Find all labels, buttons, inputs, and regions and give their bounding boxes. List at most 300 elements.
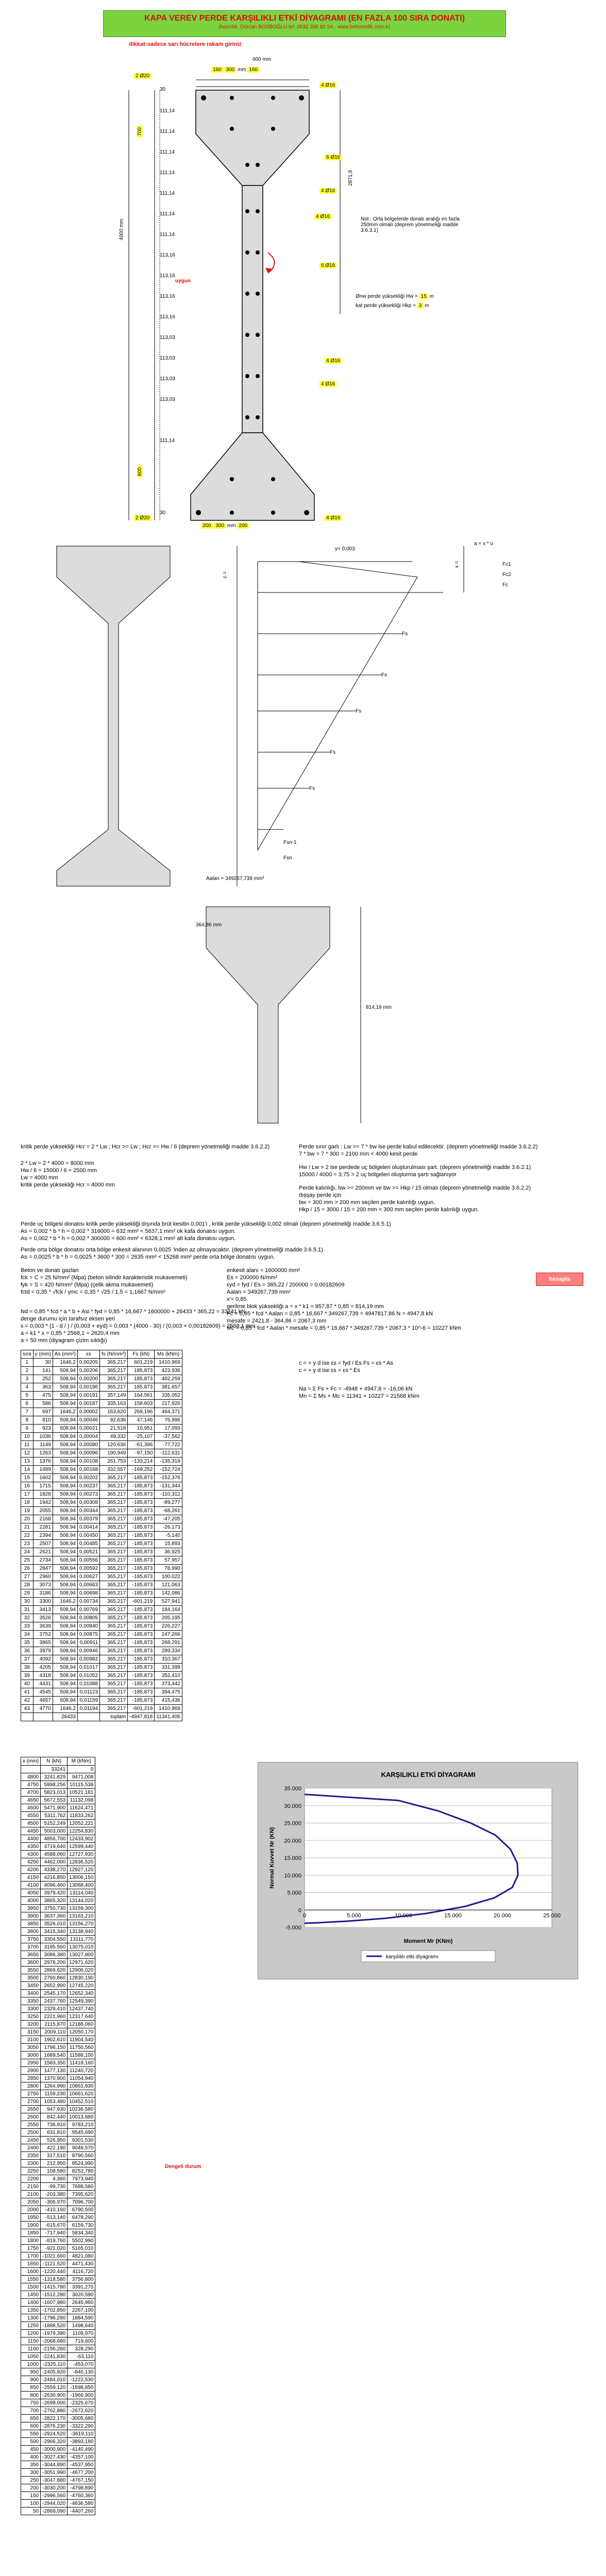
nm-cell: 4300 xyxy=(21,1851,41,1858)
nm-cell: 450 xyxy=(21,2446,41,2453)
force-cell: -112,631 xyxy=(155,1449,182,1458)
force-cell: 508,94 xyxy=(53,1474,77,1482)
nm-cell: 2850 xyxy=(21,2075,41,2082)
legend-label: karşılıklı etki diyagramı xyxy=(386,1954,439,1960)
force-cell: 365,217 xyxy=(100,1540,128,1548)
bottom-dim-b[interactable]: 300 xyxy=(214,523,226,529)
force-cell: 365,217 xyxy=(100,1589,128,1598)
force-cell: 6 xyxy=(21,1400,33,1408)
nm-cell: 1300 xyxy=(21,2314,41,2322)
nm-cell: 719,600 xyxy=(68,2337,95,2345)
nm-cell: 1477,130 xyxy=(41,2067,68,2075)
nm-cell: 1150 xyxy=(21,2337,41,2345)
force-cell: 0,00734 xyxy=(77,1598,99,1606)
force-cell: 0,00096 xyxy=(77,1449,99,1458)
table-row xyxy=(21,1639,182,1647)
compression-block xyxy=(196,902,402,1133)
nm-cell: -453,070 xyxy=(68,2361,95,2368)
nm-cell: -63,110 xyxy=(68,2353,95,2361)
nm-cell: 4650 xyxy=(21,1797,41,1804)
force-cell: -25,107 xyxy=(128,1433,155,1441)
nm-cell: 3850 xyxy=(21,1920,41,1928)
table-row xyxy=(21,1606,182,1614)
nm-cell: 400 xyxy=(21,2453,41,2461)
table-row xyxy=(21,1967,95,1974)
nm-cell: 11240,720 xyxy=(68,2067,95,2075)
nm-cell: 5152,249 xyxy=(41,1820,68,1827)
table-row xyxy=(21,2113,95,2121)
force-cell: 217,920 xyxy=(155,1400,182,1408)
force-cell: 19 xyxy=(21,1507,33,1515)
dim-top2-a[interactable]: 160 xyxy=(211,67,223,73)
hesapla-button[interactable]: hesapla xyxy=(536,1273,583,1286)
table-row xyxy=(21,1851,95,1858)
nm-cell: 4350 xyxy=(21,1843,41,1851)
nm-cell: 4500 xyxy=(21,1820,41,1827)
nm-cell: 1100 xyxy=(21,2345,41,2353)
table-row xyxy=(21,1532,182,1540)
force-cell: 508,94 xyxy=(53,1523,77,1532)
force-cell: 508,94 xyxy=(53,1392,77,1400)
nm-cell: 2800 xyxy=(21,2082,41,2090)
bar-label-4[interactable]: 4 Ø16 xyxy=(314,214,331,219)
force-cell: 365,217 xyxy=(100,1614,128,1622)
nm-cell: 1700 xyxy=(21,2252,41,2260)
force-cell: 2 xyxy=(21,1367,33,1375)
force-cell: 2847 xyxy=(33,1565,53,1573)
y-tick-label: 35.000 xyxy=(284,1786,301,1792)
shape2-left-dim: 364,86 mm xyxy=(196,922,222,928)
force-cell: -185,873 xyxy=(128,1499,155,1507)
force-cell: 9 xyxy=(21,1425,33,1433)
force-cell: 1646,2 xyxy=(53,1359,77,1367)
y-tick-label: 0 xyxy=(298,1907,301,1914)
nm-cell: 2652,900 xyxy=(41,1982,68,1990)
nm-cell: 3800 xyxy=(21,1928,41,1936)
bar-label-7[interactable]: 4 Ø16 xyxy=(319,381,336,387)
nm-cell: -2762,880 xyxy=(41,2407,68,2415)
nm-cell: 600 xyxy=(21,2422,41,2430)
nm-cell: -4357,100 xyxy=(68,2453,95,2461)
nm-cell: -1121,520 xyxy=(41,2260,68,2268)
force-cell: 365,217 xyxy=(100,1598,128,1606)
kat-input[interactable]: 3 xyxy=(417,303,424,309)
nm-cell: 5998,256 xyxy=(41,1781,68,1789)
left-height-1[interactable]: 700 xyxy=(137,126,143,138)
table-row xyxy=(21,1905,95,1912)
left-height-2[interactable]: 600 xyxy=(137,466,143,478)
table-row xyxy=(21,1416,182,1425)
nm-cell: 3600 xyxy=(21,1959,41,1967)
nm-cell: -3005,680 xyxy=(68,2415,95,2422)
nm-cell: 4800 xyxy=(21,1773,41,1781)
force-cell: 121,063 xyxy=(155,1581,182,1589)
nm-cell: -3030,200 xyxy=(41,2484,68,2492)
force-cell: 0,00911 xyxy=(77,1639,99,1647)
bottom-dim-c[interactable]: 200 xyxy=(237,523,249,529)
spacing-16: 111,14 xyxy=(160,438,175,444)
nm-cell: 900 xyxy=(21,2376,41,2384)
x-tick-label: 25.000 xyxy=(543,1912,561,1919)
nm-cell: 2978,200 xyxy=(41,1959,68,1967)
nm-cell: 317,510 xyxy=(41,2152,68,2160)
force-cell: 508,94 xyxy=(53,1589,77,1598)
nm-cell: 4700 xyxy=(21,1789,41,1797)
force-label-fc2: Fc2 xyxy=(502,572,511,578)
nm-cell: 150 xyxy=(21,2492,41,2500)
force-cell: 365,217 xyxy=(100,1490,128,1499)
nm-cell: 5834,340 xyxy=(68,2229,95,2237)
nm-cell: 950 xyxy=(21,2368,41,2376)
force-cell: 39 xyxy=(21,1672,33,1680)
table-row xyxy=(21,1375,182,1383)
force-cell: 1715 xyxy=(33,1482,53,1490)
nm-cell: -615,670 xyxy=(41,2222,68,2229)
force-cell: 3300 xyxy=(33,1598,53,1606)
nm-cell: 3637,360 xyxy=(41,1912,68,1920)
table-row xyxy=(21,2283,95,2291)
nm-cell: 10013,880 xyxy=(68,2113,95,2121)
nm-cell: 4719,640 xyxy=(41,1843,68,1851)
nm-cell: 12745,220 xyxy=(68,1982,95,1990)
force-cell: 21 xyxy=(21,1523,33,1532)
bar-label-2[interactable]: 6 Ø16 xyxy=(325,155,342,160)
force-cell: 1376 xyxy=(33,1458,53,1466)
nm-cell: 2250 xyxy=(21,2167,41,2175)
dim-top-unit: mm xyxy=(262,57,272,62)
table-row xyxy=(21,2399,95,2407)
force-cell: 365,217 xyxy=(100,1515,128,1523)
nm-cell: -99,730 xyxy=(41,2183,68,2191)
table-row xyxy=(21,1589,182,1598)
nm-cell: 4116,720 xyxy=(68,2268,95,2276)
nm-cell: 550 xyxy=(21,2430,41,2438)
dim-top2-c[interactable]: 160 xyxy=(247,67,259,73)
force-total-cell: 26433 xyxy=(53,1713,77,1721)
bar-label-5[interactable]: 6 Ø16 xyxy=(319,263,336,268)
calc-line-7: Hw / Lw > 2 ise perdede uç bölgeleri oluşturulması şart. (deprem yönetmeliği madde 3.6.2.1) xyxy=(299,1164,531,1171)
table-row xyxy=(21,2337,95,2345)
table-row xyxy=(21,2167,95,2175)
spacing-10: 113,16 xyxy=(160,294,175,299)
nm-cell: 736,910 xyxy=(41,2121,68,2129)
bar-label-top-left[interactable]: 2 Ø20 xyxy=(134,73,151,79)
force-cell: 4431 xyxy=(33,1680,53,1688)
nm-cell: 1400 xyxy=(21,2299,41,2307)
nm-cell: 12599,440 xyxy=(68,1843,95,1851)
dim-top2-b[interactable]: 300 xyxy=(224,67,236,73)
force-cell: 402,259 xyxy=(155,1375,182,1383)
nm-cell: -819,760 xyxy=(41,2237,68,2245)
hw-input[interactable]: 15 xyxy=(419,294,428,299)
force-cell: 17,093 xyxy=(155,1425,182,1433)
force-cell: 0,00205 xyxy=(77,1359,99,1367)
force-cell: 32 xyxy=(21,1614,33,1622)
force-cell: 365,217 xyxy=(100,1367,128,1375)
force-cell: -37,562 xyxy=(155,1433,182,1441)
nm-cell: 11750,560 xyxy=(68,2044,95,2052)
nm-cell: 13027,800 xyxy=(68,1951,95,1959)
nm-cell: 3550 xyxy=(21,1967,41,1974)
force-cell: 335,163 xyxy=(100,1400,128,1408)
force-cell: 21,518 xyxy=(100,1425,128,1433)
nm-cell: 3150 xyxy=(21,2028,41,2036)
force-cell: 0,00521 xyxy=(77,1548,99,1556)
nm-cell: 3020,590 xyxy=(68,2291,95,2299)
force-cell: 2734 xyxy=(33,1556,53,1565)
force-cell: 42 xyxy=(21,1697,33,1705)
table-row xyxy=(21,1697,182,1705)
nm-cell: 3650 xyxy=(21,1951,41,1959)
force-cell: 586 xyxy=(33,1400,53,1408)
nm-cell: 11132,098 xyxy=(68,1797,95,1804)
nm-cell: 1600 xyxy=(21,2268,41,2276)
bar-label-1[interactable]: 4 Ø16 xyxy=(319,82,336,88)
nm-cell: 5165,010 xyxy=(68,2245,95,2252)
table-row xyxy=(21,2477,95,2484)
table-row xyxy=(21,2314,95,2322)
nm-cell: 6159,730 xyxy=(68,2222,95,2229)
force-cell: -185,873 xyxy=(128,1556,155,1565)
force-cell: 76,996 xyxy=(155,1416,182,1425)
force-cell: -185,873 xyxy=(128,1474,155,1482)
force-cell: 0,00556 xyxy=(77,1556,99,1565)
force-table-wrap xyxy=(21,1350,182,1721)
force-total-cell: toplam xyxy=(100,1713,128,1721)
nm-cell: 4050 xyxy=(21,1889,41,1897)
force-cell: 0,00627 xyxy=(77,1573,99,1581)
formula-7: mesafe = 2421,8 - 364,86 = 2067,3 mm xyxy=(227,1318,327,1324)
calc-line-25: a = k1 * x = 0,85 * 2568,1 = 2620,4 mm xyxy=(21,1330,120,1336)
calc-line-2: Hw / 6 = 15000 / 6 = 2500 mm xyxy=(21,1167,97,1174)
force-cell: 508,94 xyxy=(53,1482,77,1490)
force-cell: 5 xyxy=(21,1392,33,1400)
force-cell: 8 xyxy=(21,1416,33,1425)
nm-cell: 9783,210 xyxy=(68,2121,95,2129)
nm-cell: 4200 xyxy=(21,1866,41,1874)
nm-cell: -306,970 xyxy=(41,2198,68,2206)
force-cell: 365,217 xyxy=(100,1705,128,1713)
nm-cell: 12317,640 xyxy=(68,2013,95,2021)
y-tick-label: 30.000 xyxy=(284,1803,301,1809)
force-cell: 3752 xyxy=(33,1631,53,1639)
force-cell: 269,196 xyxy=(128,1408,155,1416)
force-cell: 365,217 xyxy=(100,1375,128,1383)
force-cell: 508,94 xyxy=(53,1614,77,1622)
spacing-15: 113,03 xyxy=(160,397,175,402)
nm-cell: 3756,800 xyxy=(68,2276,95,2283)
force-cell: 365,217 xyxy=(100,1647,128,1655)
bottom-right-bar[interactable]: 4 Ø16 xyxy=(325,515,342,521)
nm-cell: 1370,900 xyxy=(41,2075,68,2082)
force-label-fs-2: Fs xyxy=(381,672,388,678)
nm-cell: 5502,990 xyxy=(68,2237,95,2245)
table-row xyxy=(21,1474,182,1482)
hw-row: Ønw perde yüksekliği Hw = 15 m xyxy=(356,294,434,299)
table-row xyxy=(21,2237,95,2245)
table-row xyxy=(21,1672,182,1680)
kat-row: kat perde yüksekliği Hkp = 3 m xyxy=(356,303,429,309)
force-cell: 508,94 xyxy=(53,1639,77,1647)
force-total-cell xyxy=(33,1713,53,1721)
equil-2: Na = Σ Fs + Fc = -4948 + 4947,8 = -16,06 kN xyxy=(299,1386,413,1392)
nm-cell: 3950 xyxy=(21,1905,41,1912)
nm-cell: 4856,700 xyxy=(41,1835,68,1843)
table-row xyxy=(21,2229,95,2237)
force-cell: 365,217 xyxy=(100,1639,128,1647)
bottom-left-bar[interactable]: 2 Ø20 xyxy=(134,515,151,521)
nm-cell: 4821,080 xyxy=(68,2252,95,2260)
nm-cell: 5311,762 xyxy=(41,1812,68,1820)
force-cell: 4318 xyxy=(33,1672,53,1680)
force-cell: 508,94 xyxy=(53,1367,77,1375)
force-cell: 31 xyxy=(21,1606,33,1614)
table-row xyxy=(21,2106,95,2113)
table-row xyxy=(21,2430,95,2438)
height-label: 4000 mm xyxy=(119,218,125,241)
equil-0: c = + y d ise εs = fyd / Es Fs = εs * As xyxy=(299,1360,393,1366)
nm-cell: 350 xyxy=(21,2461,41,2469)
force-cell: 185,873 xyxy=(128,1375,155,1383)
equilibrium-block xyxy=(299,1360,587,1412)
nm-cell: 328,290 xyxy=(68,2345,95,2353)
force-cell: 3865 xyxy=(33,1639,53,1647)
nm-cell: -1702,850 xyxy=(41,2307,68,2314)
force-cell: 205,195 xyxy=(155,1614,182,1622)
force-cell: 423,936 xyxy=(155,1367,182,1375)
nm-cell: 13163,210 xyxy=(68,1912,95,1920)
calc-line-15: As = 0,002 * b * h = 0,002 * 300000 = 600 mm² < 6328,1 mm² alt kafa donatısı uygun. xyxy=(21,1235,236,1242)
nm-cell: -2484,010 xyxy=(41,2376,68,2384)
table-row xyxy=(21,1835,95,1843)
force-cell: 4770 xyxy=(33,1705,53,1713)
force-label-fs-4: Fs xyxy=(330,750,336,755)
force-cell: 373,442 xyxy=(155,1680,182,1688)
formula-1: Es = 200000 N/mm² xyxy=(227,1275,278,1281)
nm-cell: 12254,830 xyxy=(68,1827,95,1835)
table-row xyxy=(21,2368,95,2376)
table-row xyxy=(21,1383,182,1392)
force-cell: 1828 xyxy=(33,1490,53,1499)
nm-cell: -840,130 xyxy=(68,2368,95,2376)
force-cell: -185,873 xyxy=(128,1672,155,1680)
x-axis-label: Moment Mr (KNm) xyxy=(403,1938,453,1944)
force-cell: 0,00273 xyxy=(77,1490,99,1499)
table-row xyxy=(21,2098,95,2106)
force-cell: 365,217 xyxy=(100,1655,128,1664)
bar-label-6[interactable]: 4 Ø16 xyxy=(325,358,342,364)
table-row xyxy=(21,1936,95,1943)
force-header-4: fs (N/mm²) xyxy=(100,1350,128,1359)
nm-cell: 1902,610 xyxy=(41,2036,68,2044)
nm-cell: 1200 xyxy=(21,2330,41,2337)
calc-line-3: Lw = 4000 mm xyxy=(21,1175,58,1181)
table-row xyxy=(21,2469,95,2477)
calc-line-26: a = 50 mm (diyagram çizim sıklığı) xyxy=(21,1337,107,1344)
nm-cell: 1884,590 xyxy=(68,2314,95,2322)
table-row xyxy=(21,1680,182,1688)
nm-cell: 8524,990 xyxy=(68,2160,95,2167)
nm-cell: 3000 xyxy=(21,2052,41,2059)
force-cell: -110,312 xyxy=(155,1490,182,1499)
force-cell: 365,217 xyxy=(100,1573,128,1581)
table-row xyxy=(21,1928,95,1936)
nm-cell: 9301,530 xyxy=(68,2137,95,2144)
force-cell: 190,949 xyxy=(100,1449,128,1458)
interaction-chart xyxy=(258,1762,578,1979)
force-cell: 0,00982 xyxy=(77,1655,99,1664)
table-row xyxy=(21,2129,95,2137)
force-cell: 0,00308 xyxy=(77,1499,99,1507)
nm-cell: -3619,110 xyxy=(68,2430,95,2438)
table-row xyxy=(21,2222,95,2229)
force-cell: 0,00021 xyxy=(77,1425,99,1433)
spacing-13: 113,03 xyxy=(160,355,175,361)
bar-label-3[interactable]: 4 Ø16 xyxy=(319,188,336,194)
page-title: KAPA VEREV PERDE KARŞILIKLI ETKİ DİYAGRAMI (EN FAZLA 100 SIRA DONATI) xyxy=(144,14,465,23)
force-cell: 508,94 xyxy=(53,1433,77,1441)
calc-line-6: 7 * bw = 7 * 300 = 2100 mm < 4000 kesit perde xyxy=(299,1151,418,1157)
force-cell: 365,217 xyxy=(100,1474,128,1482)
nm-cell: 3086,380 xyxy=(41,1951,68,1959)
table-row xyxy=(21,1889,95,1897)
nm-cell: 2329,410 xyxy=(41,2005,68,2013)
calc-line-14: As = 0,002 * b * h = 0,002 * 316000 = 632 mm² < 5637,1 mm² ok kafa donatısı uygun. xyxy=(21,1228,236,1234)
force-cell: 33 xyxy=(21,1622,33,1631)
force-cell: 601,219 xyxy=(128,1359,155,1367)
nm-cell: 13138,940 xyxy=(68,1928,95,1936)
nm-cell: 631,810 xyxy=(41,2129,68,2137)
force-cell: 508,94 xyxy=(53,1565,77,1573)
nm-cell: 100 xyxy=(21,2500,41,2507)
force-cell: 4 xyxy=(21,1383,33,1392)
nm-cell: -4767,150 xyxy=(68,2477,95,2484)
nm-cell: 3300 xyxy=(21,2005,41,2013)
table-row xyxy=(21,2028,95,2036)
table-row xyxy=(21,2021,95,2028)
table-row xyxy=(21,1556,182,1565)
nm-cell: 13144,020 xyxy=(68,1897,95,1905)
table-row xyxy=(21,1858,95,1866)
table-row xyxy=(21,1990,95,1997)
force-cell: 0,01052 xyxy=(77,1672,99,1680)
force-cell: 78,990 xyxy=(155,1565,182,1573)
calc-line-0: kritik perde yüksekliği Hcr = 2 * Lw ; Hcr >= Lw ; Hcr >= Hw / 6 (deprem yönetmeliği madde 3.6.2.2) xyxy=(21,1144,270,1150)
table-row xyxy=(21,1540,182,1548)
formula-2: εyd = fyd / Es = 365,22 / 200000 = 0,00182609 xyxy=(227,1282,345,1288)
formula-0: enkesit alanı = 1600000 mm² xyxy=(227,1267,300,1274)
table-row xyxy=(21,2013,95,2021)
nm-cell: -4140,490 xyxy=(68,2446,95,2453)
nm-cell: 212,950 xyxy=(41,2160,68,2167)
table-row xyxy=(21,2137,95,2144)
table-row xyxy=(21,1523,182,1532)
nm-cell: 8252,780 xyxy=(68,2167,95,2175)
nm-cell: 9471,008 xyxy=(68,1773,95,1781)
nm-header-2: M (kNm) xyxy=(68,1757,95,1766)
table-row xyxy=(21,2453,95,2461)
force-cell: 527,941 xyxy=(155,1598,182,1606)
nm-cell: 3415,340 xyxy=(41,1928,68,1936)
force-cell: 508,94 xyxy=(53,1556,77,1565)
bottom-dim-a[interactable]: 200 xyxy=(201,523,213,529)
nm-cell: 12437,740 xyxy=(68,2005,95,2013)
force-cell: 25 xyxy=(21,1556,33,1565)
force-cell: 0,00875 xyxy=(77,1631,99,1639)
nm-cell: -2944,020 xyxy=(41,2500,68,2507)
nm-cell: 11624,471 xyxy=(68,1804,95,1812)
nm-cell: -4760,360 xyxy=(68,2492,95,2500)
